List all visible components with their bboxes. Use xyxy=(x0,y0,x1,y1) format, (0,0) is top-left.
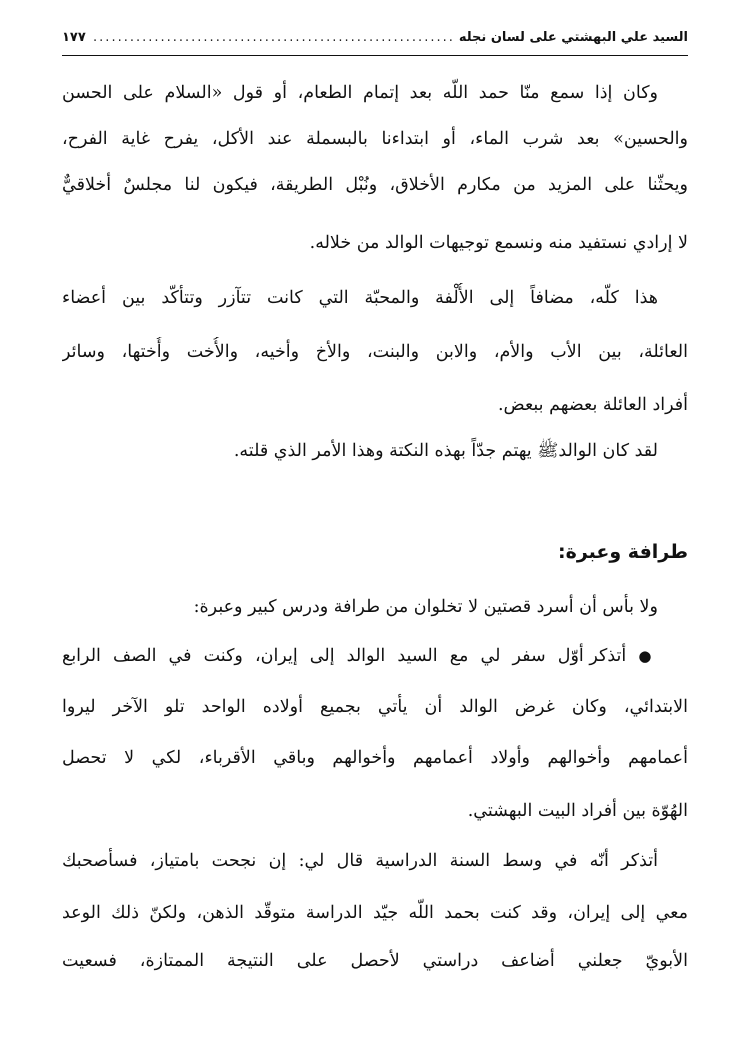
header-rule xyxy=(62,55,688,56)
dot-leader xyxy=(90,30,455,45)
paragraph-line: الأبويّ جعلني أضاعف دراستي لأحصل على النتيجة الممتازة، فسعيت xyxy=(62,951,688,971)
paragraph-line: هذا كلّه، مضافاً إلى الأُلْفة والمحبّة التي كانت تتآزر وتتأكّد بين أعضاء xyxy=(62,288,658,308)
running-head xyxy=(62,30,688,52)
paragraph-line: أفراد العائلة بعضهم ببعض. xyxy=(497,395,688,415)
bullet-icon: ● xyxy=(638,647,658,665)
page-number: ١٧٧ xyxy=(62,30,86,45)
paragraph-line-text: أتذكر أوّل سفر لي مع السيد الوالد إلى إيران، وكنت في الصف الرابع xyxy=(62,646,627,666)
paragraph-line: أعمامهم وأخوالهم وأولاد أعمامهم وأخوالهم وباقي الأقرباء، لكي لا تحصل xyxy=(62,748,688,768)
paragraph-line: لا إرادي نستفيد منه ونسمع توجيهات الوالد من خلاله. xyxy=(309,233,688,253)
paragraph-line: معي إلى إيران، وقد كنت بحمد اللّه جيّد الدراسة متوقّد الذهن، ولكنّ ذلك الوعد xyxy=(62,903,688,923)
paragraph-line: الهُوّة بين أفراد البيت البهشتي. xyxy=(467,801,688,821)
running-head-title: السيد علي البهشتي على لسان نجله xyxy=(458,30,688,45)
paragraph-line: العائلة، بين الأب والأم، والابن والبنت، والأخ وأخيه، والأُخت وأُختها، وسائر xyxy=(62,342,688,362)
paragraph-line: لقد كان الوالدﷺ يهتم جدّاً بهذه النكتة وهذا الأمر الذي قلته. xyxy=(233,441,658,461)
paragraph-line: أتذكر أنّه في وسط السنة الدراسية قال لي: إن نجحت بامتياز، فسأصحبك xyxy=(62,851,658,871)
paragraph-line: ولا بأس أن أسرد قصتين لا تخلوان من طرافة ودرس كبير وعبرة: xyxy=(193,597,658,617)
bullet-paragraph-line xyxy=(62,641,658,671)
paragraph-line: والحسين» بعد شرب الماء، أو ابتداءنا بالبسملة عند الأكل، يفرح غاية الفرح، xyxy=(62,129,688,149)
section-heading: طرافة وعبرة: xyxy=(558,541,688,563)
paragraph-line: ويحثّنا على المزيد من مكارم الأخلاق، ونُبْل الطريقة، فيكون لنا مجلسٌ أخلاقيٌّ xyxy=(62,175,688,195)
paragraph-line: الابتدائي، وكان غرض الوالد أن يأتي بجميع أولاده الواحد تلو الآخر ليروا xyxy=(62,697,688,717)
paragraph-line: وكان إذا سمع منّا حمد اللّه بعد إتمام الطعام، أو قول «السلام على الحسن xyxy=(62,83,658,103)
